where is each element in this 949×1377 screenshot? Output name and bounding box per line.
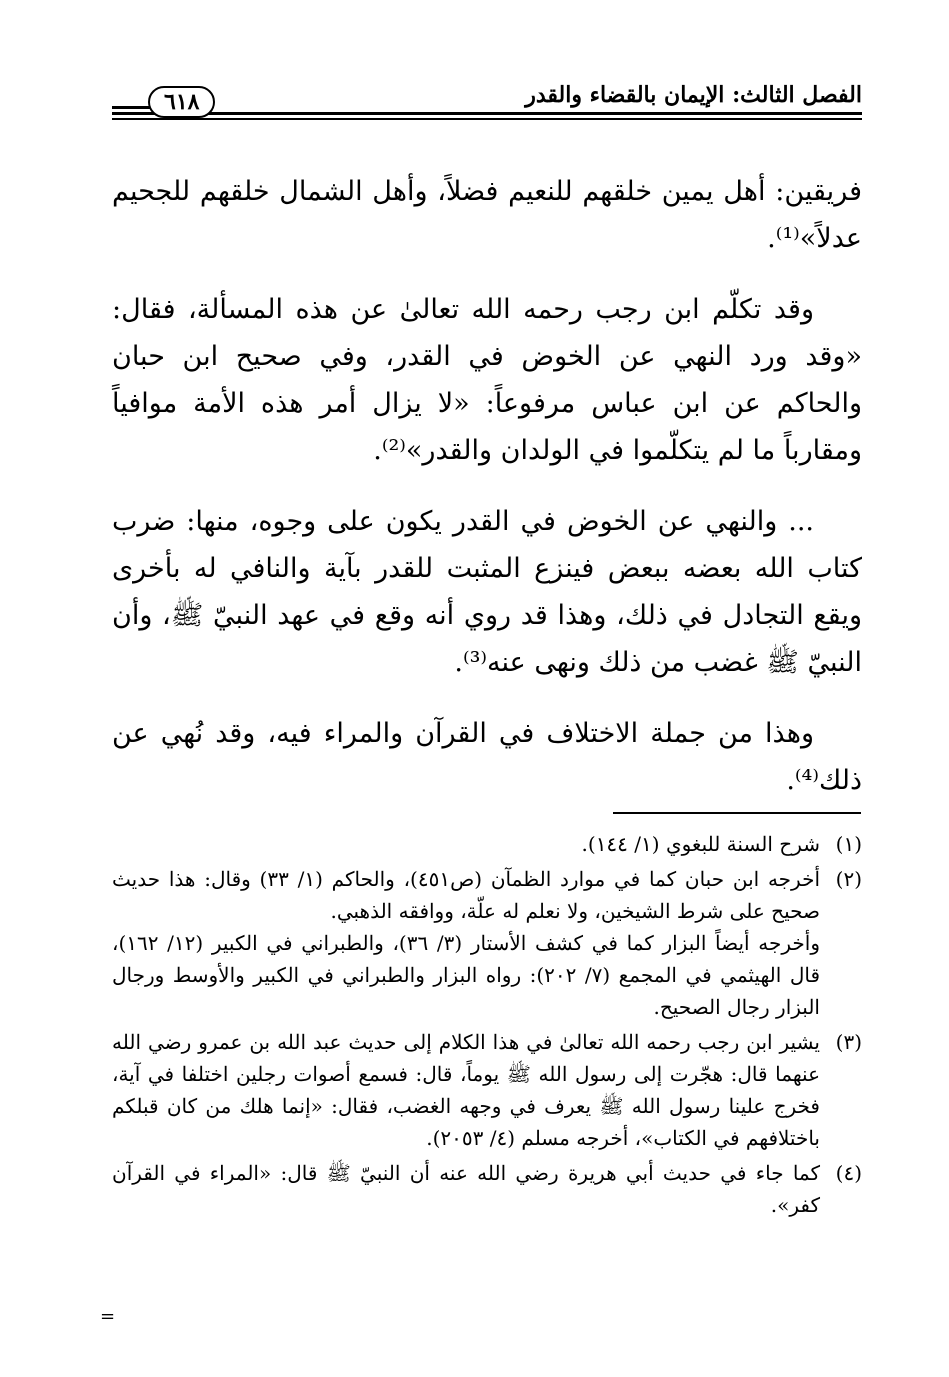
footnotes <box>112 828 862 1224</box>
page-mark: = <box>100 1306 116 1327</box>
footnote-number: (٣) <box>835 1030 862 1054</box>
footnote-text: شرح السنة للبغوي (١/ ١٤٤). <box>581 832 820 856</box>
header-rule-thin <box>112 118 862 120</box>
footnote-text: وأخرجه أيضاً البزار كما في كشف الأستار (٣/ ٣٦)، والطبراني في الكبير (١٢/ ١٦٢)، قال الهيثمي في المجمع (٧/ ٢٠٢): رواه البزار والطبراني في الكبير والأوسط ورجال البزار رجال الصحيح. <box>112 931 821 1019</box>
footnote-number: (١) <box>835 832 862 856</box>
main-text <box>112 168 862 828</box>
footnote-text: يشير ابن رجب رحمه الله تعالىٰ في هذا الكلام إلى حديث عبد الله بن عمرو رضي الله عنهما قال: هجّرت إلى رسول الله ﷺ يوماً، قال: فسمع أصوات رجلين اختلفا في آية، فخرج علينا رسول الله ﷺ يعرف في وجهه الغضب، فقال: «إنما هلك من كان قبلكم باختلافهم في الكتاب»، أخرجه مسلم (٤/ ٢٠٥٣). <box>112 1030 820 1150</box>
footnote-number: (٢) <box>835 867 862 891</box>
footnote-2 <box>112 863 862 1023</box>
paragraph-1: فريقين: أهل يمين خلقهم للنعيم فضلاً، وأهل الشمال خلقهم للجحيم عدلاً»⁽¹⁾. <box>112 176 862 254</box>
paragraph-4: وهذا من جملة الاختلاف في القرآن والمراء فيه، وقد نُهي عن ذلك⁽⁴⁾. <box>112 718 862 796</box>
paragraph-2: وقد تكلّم ابن رجب رحمه الله تعالىٰ عن هذه المسألة، فقال: «وقد ورد النهي عن الخوض في القدر، وفي صحيح ابن حبان والحاكم عن ابن عباس مرفوعاً: «لا يزال أمر هذه الأمة موافياً ومقارباً ما لم يتكلّموا في الولدان والقدر»⁽²⁾. <box>112 294 862 466</box>
footnote-text: أخرجه ابن حبان كما في موارد الظمآن (ص٤٥١)، والحاكم (١/ ٣٣) وقال: هذا حديث صحيح على شرط الشيخين، ولا نعلم له علّة، ووافقه الذهبي. <box>112 867 820 923</box>
footnote-separator <box>613 812 861 814</box>
footnote-4 <box>112 1157 862 1221</box>
page-number: ٦١٨ <box>148 86 215 118</box>
chapter-title: الفصل الثالث: الإيمان بالقضاء والقدر <box>525 82 862 108</box>
header-rule-thick <box>112 112 862 115</box>
header-rule-lead <box>112 106 152 109</box>
footnote-number: (٤) <box>835 1161 862 1185</box>
paragraph-3: ... والنهي عن الخوض في القدر يكون على وجوه، منها: ضرب كتاب الله بعضه ببعض فينزع المثبت للقدر بآية والنافي له بأخرى ويقع التجادل في ذلك، وهذا قد روي أنه وقع في عهد النبيّ ﷺ، وأن النبيّ ﷺ غضب من ذلك ونهى عنه⁽³⁾. <box>112 506 862 678</box>
footnote-3 <box>112 1026 862 1154</box>
footnote-text: كما جاء في حديث أبي هريرة رضي الله عنه أن النبيّ ﷺ قال: «المراء في القرآن كفر». <box>112 1161 820 1217</box>
footnote-1 <box>112 828 862 860</box>
